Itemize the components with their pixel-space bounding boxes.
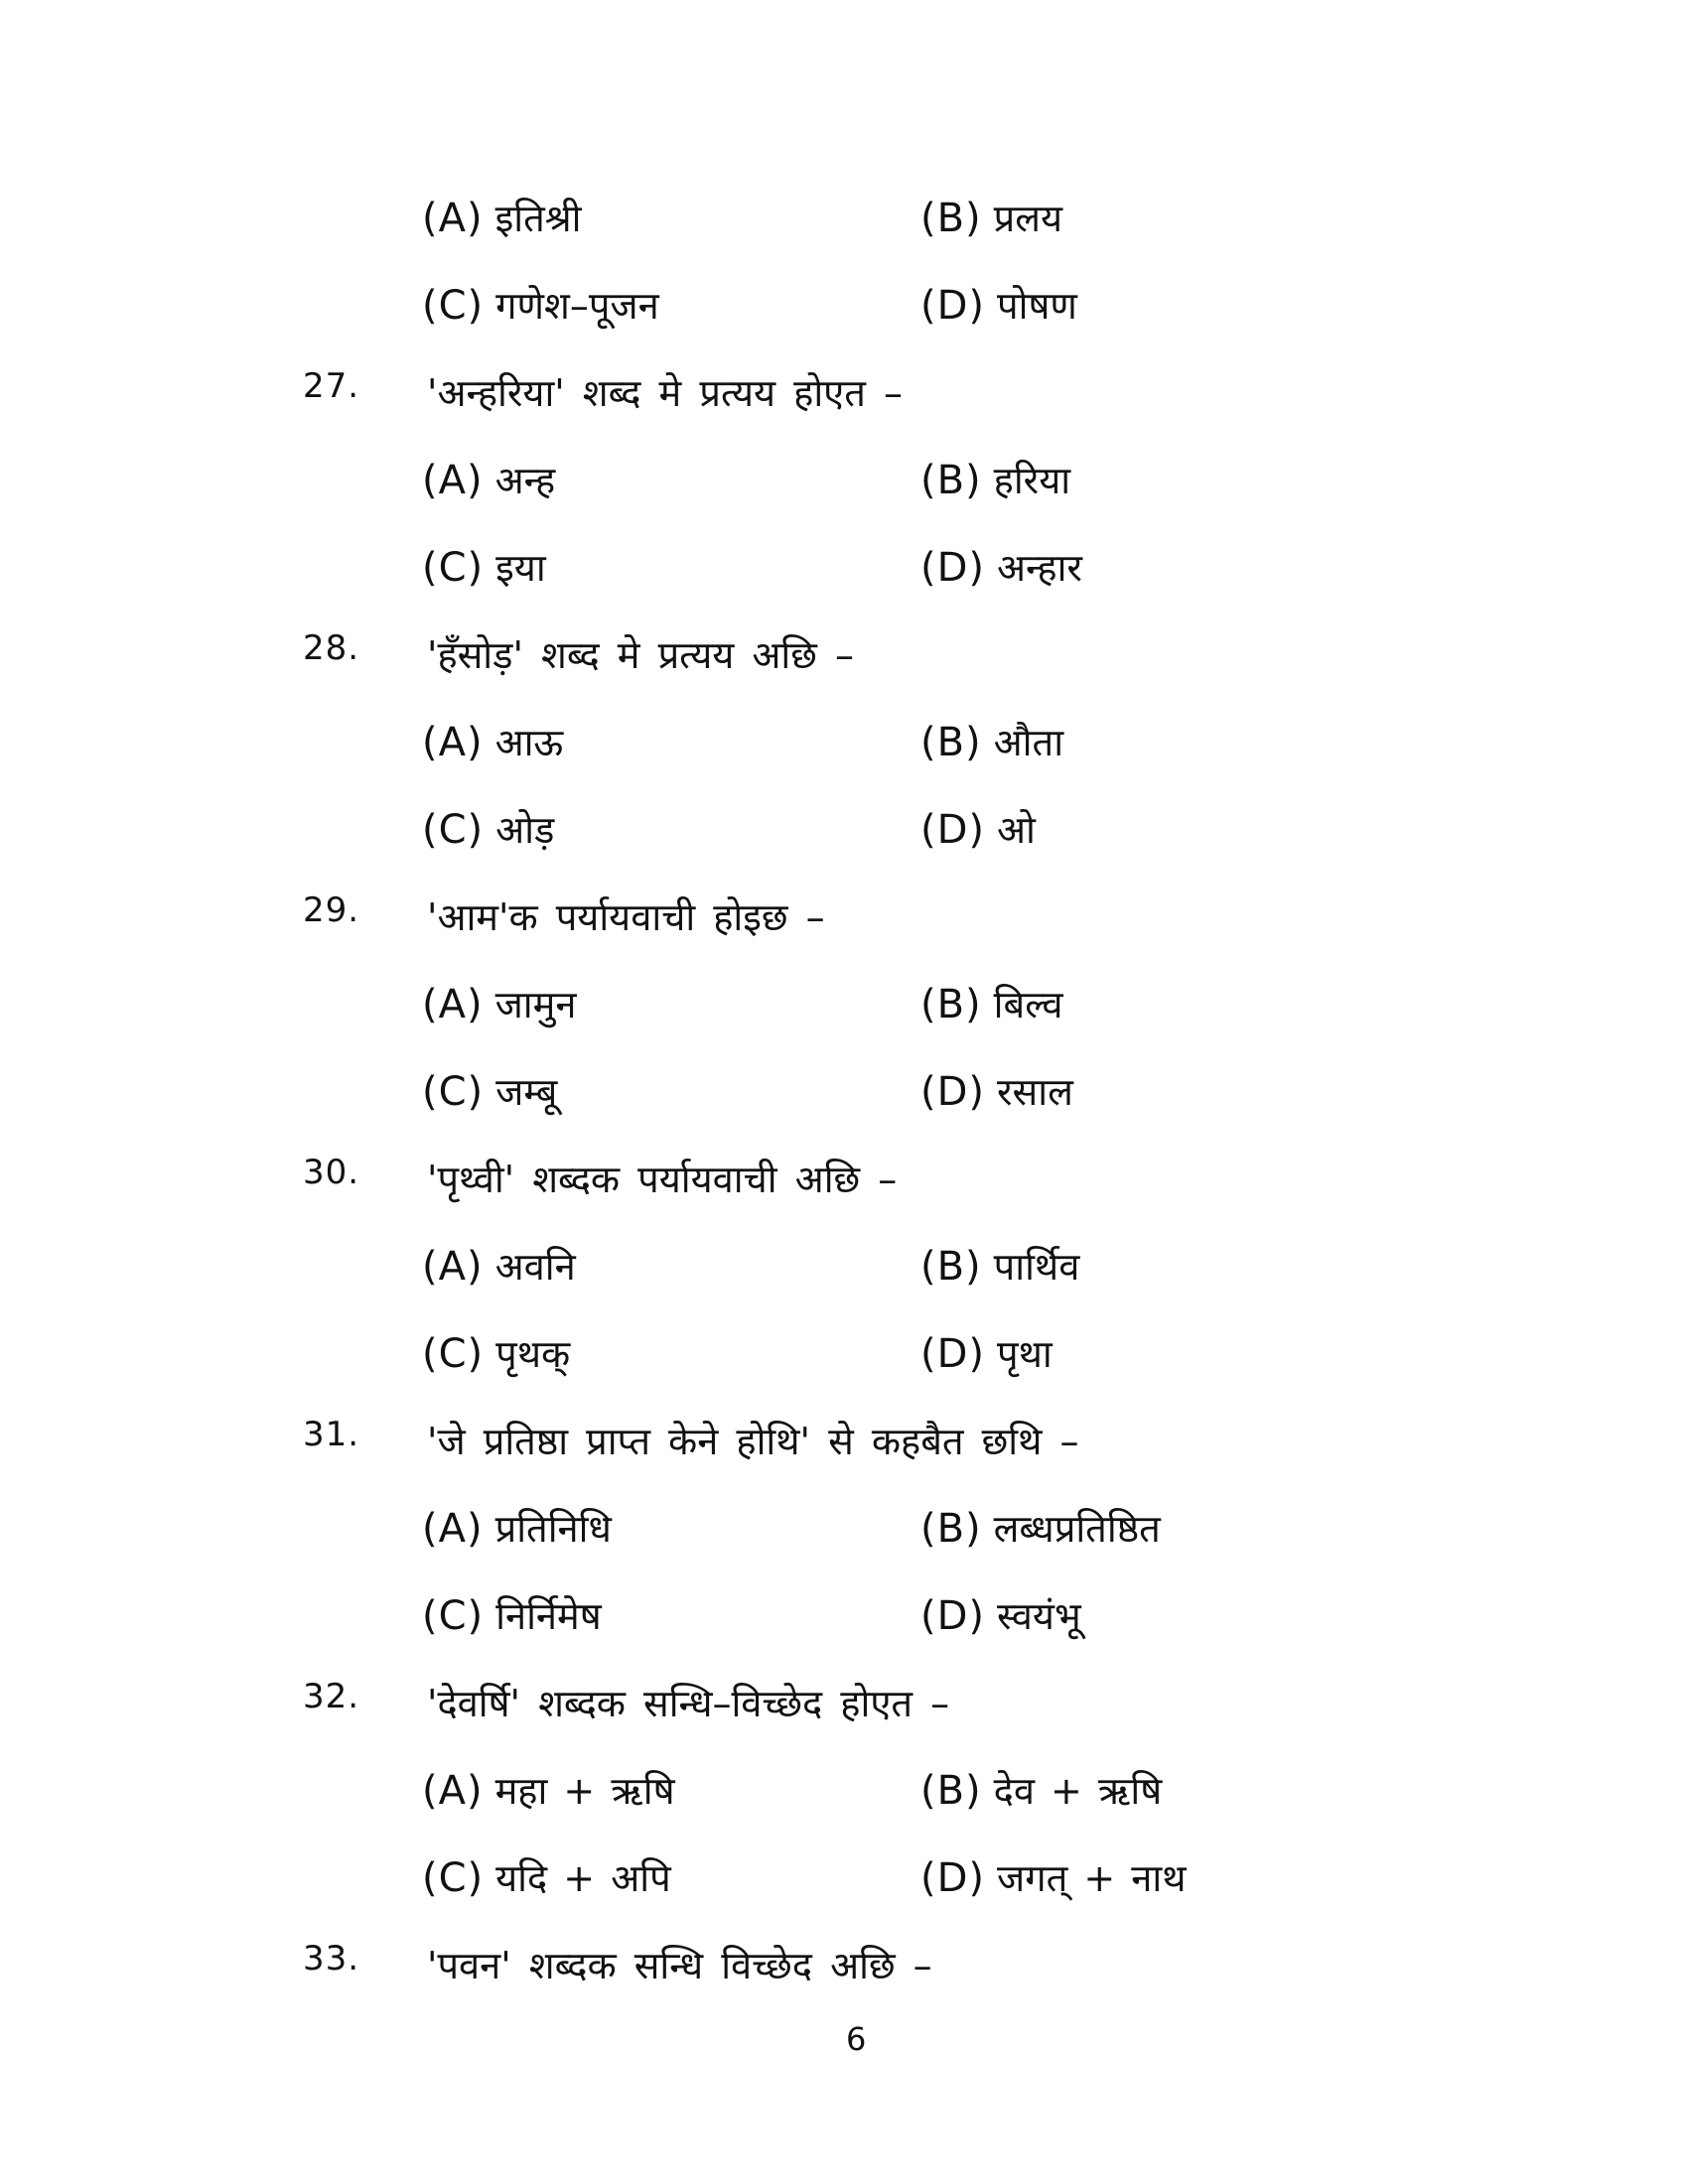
options-row [0,1851,1688,1931]
option-text: अन्हार [997,546,1082,590]
option-text: रसाल [997,1070,1073,1114]
question-number: 32. [303,1677,360,1716]
option-text: इतिश्री [494,197,582,240]
question-text: 'आम'क पर्यायवाची होइछ – [427,895,825,939]
option-a [422,1240,576,1292]
question-text: 'पवन' शब्दक सन्धि विच्छेद अछि – [427,1944,932,1987]
option-text: हरिया [993,459,1071,502]
option-b [920,1502,1161,1554]
question-line [0,1677,1688,1756]
option-text: औता [993,721,1064,764]
option-text: प्रतिनिधि [494,1507,612,1551]
option-text: जामुन [494,983,577,1026]
options-row [0,1240,1688,1319]
options-row [0,1764,1688,1843]
question-line [0,366,1688,446]
option-a [422,1764,675,1816]
option-label: (A) [422,1768,484,1814]
option-label: (C) [422,807,485,853]
option-label: (B) [920,1506,982,1552]
option-a [422,978,576,1029]
option-text: अन्ह [494,459,556,502]
option-label: (D) [920,1069,986,1115]
question-number: 27. [303,366,360,406]
option-text: पृथक् [495,1332,571,1376]
option-d [920,803,1036,855]
option-d [920,1851,1186,1903]
options-row [0,1327,1688,1407]
option-label: (C) [422,1593,485,1639]
option-c [422,803,554,855]
option-text: जगत् + नाथ [997,1856,1187,1900]
option-text: लब्धप्रतिष्ठित [993,1507,1161,1551]
options-row [0,192,1688,271]
option-text: इया [495,546,546,590]
question-text: 'देवर्षि' शब्दक सन्धि–विच्छेद होएत – [427,1682,950,1725]
question-text: 'जे प्रतिष्ठा प्राप्त केने होथि' से कहबैत छथि – [427,1420,1079,1463]
option-text: ओ [997,808,1036,852]
options-row [0,1502,1688,1581]
option-c [422,541,546,593]
option-text: यदि + अपि [495,1856,671,1900]
option-c [422,1065,557,1117]
options-row [0,716,1688,795]
option-label: (B) [920,1768,982,1814]
option-label: (C) [422,1331,485,1377]
page-number: 6 [846,2020,867,2058]
option-label: (B) [920,196,982,241]
option-label: (B) [920,720,982,765]
option-c [422,279,659,331]
options-row [0,803,1688,883]
option-text: महा + ऋषि [494,1769,675,1813]
option-label: (D) [920,283,986,329]
option-d [920,1327,1053,1379]
option-b [920,1764,1162,1816]
option-label: (A) [422,1506,484,1552]
question-number: 29. [303,890,360,930]
option-b [920,978,1062,1029]
option-label: (B) [920,1244,982,1290]
option-a [422,454,555,505]
question-number: 31. [303,1415,360,1454]
question-line [0,1153,1688,1232]
option-label: (C) [422,283,485,329]
option-label: (A) [422,1244,484,1290]
question-line [0,1939,1688,2018]
option-label: (A) [422,982,484,1027]
option-text: प्रलय [993,197,1063,240]
options-row [0,279,1688,358]
option-text: पोषण [997,284,1077,328]
option-label: (D) [920,1331,986,1377]
option-label: (C) [422,1855,485,1901]
option-text: देव + ऋषि [993,1769,1163,1813]
question-line [0,1415,1688,1494]
option-d [920,279,1077,331]
option-text: पृथा [997,1332,1053,1376]
option-label: (B) [920,982,982,1027]
option-text: अवनि [494,1245,576,1289]
options-row [0,978,1688,1057]
option-a [422,716,563,767]
option-c [422,1851,671,1903]
option-text: पार्थिव [993,1245,1080,1289]
option-label: (C) [422,545,485,591]
option-label: (D) [920,1593,986,1639]
question-number: 28. [303,628,360,668]
question-line [0,890,1688,970]
option-text: गणेश–पूजन [495,284,659,328]
option-text: ओड़ [495,808,555,852]
question-number: 33. [303,1939,360,1979]
option-c [422,1589,602,1641]
option-text: बिल्व [993,983,1063,1026]
option-label: (B) [920,458,982,503]
option-label: (D) [920,807,986,853]
option-label: (D) [920,545,986,591]
option-a [422,192,581,243]
option-text: आऊ [494,721,564,764]
options-row [0,454,1688,533]
options-row [0,1589,1688,1669]
question-line [0,628,1688,708]
option-label: (A) [422,196,484,241]
option-text: जम्बू [495,1070,558,1114]
option-d [920,1589,1081,1641]
option-label: (C) [422,1069,485,1115]
option-a [422,1502,612,1554]
option-d [920,1065,1073,1117]
question-text: 'अन्हरिया' शब्द मे प्रत्यय होएत – [427,371,903,415]
option-label: (A) [422,458,484,503]
option-text: निर्निमेष [495,1594,602,1638]
options-row [0,1065,1688,1145]
question-number: 30. [303,1153,360,1192]
options-row [0,541,1688,620]
option-b [920,192,1062,243]
option-text: स्वयंभू [997,1594,1081,1638]
option-b [920,454,1070,505]
question-text: 'पृथ्वी' शब्दक पर्यायवाची अछि – [427,1158,898,1201]
option-b [920,716,1063,767]
option-label: (D) [920,1855,986,1901]
option-d [920,541,1082,593]
option-b [920,1240,1079,1292]
option-c [422,1327,570,1379]
option-label: (A) [422,720,484,765]
question-text: 'हँसोड़' शब्द मे प्रत्यय अछि – [427,633,854,677]
